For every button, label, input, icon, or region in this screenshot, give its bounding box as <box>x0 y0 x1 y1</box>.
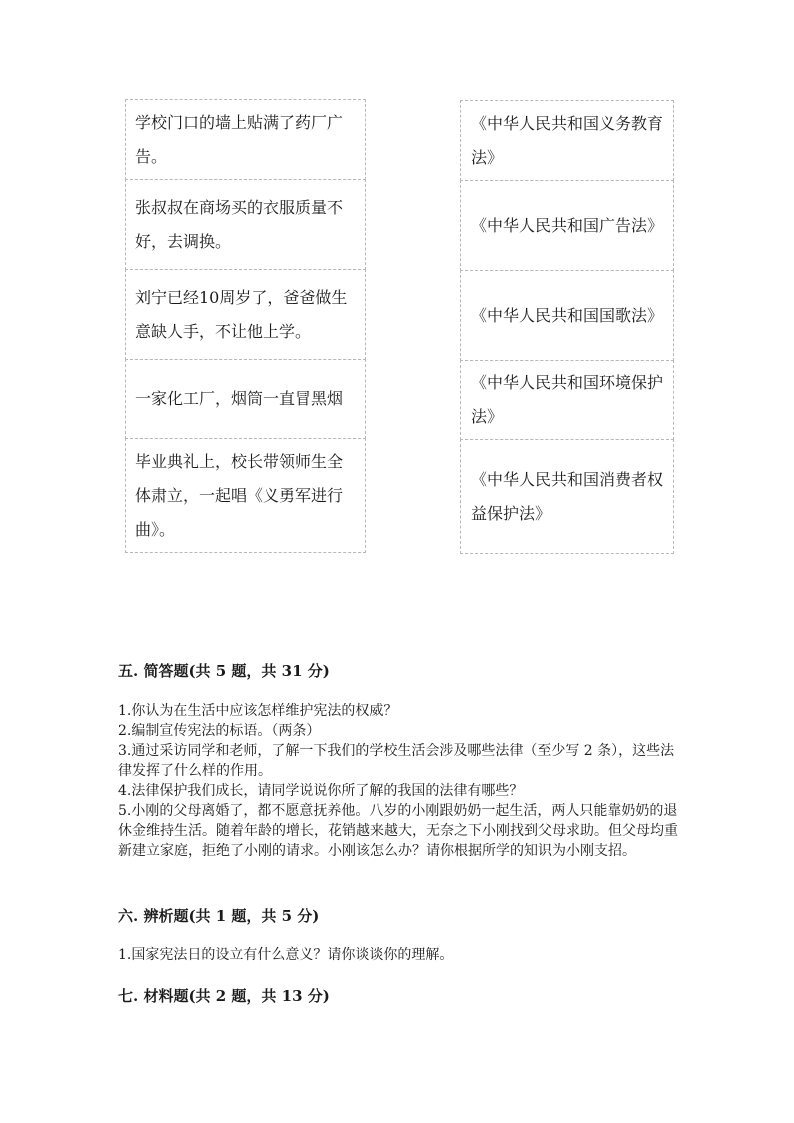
question-5-4: 4.法律保护我们成长，请同学说说你所了解的我国的法律有哪些？ <box>118 783 524 799</box>
right-item-5: 《中华人民共和国消费者权益保护法》 <box>460 439 674 554</box>
left-item-4: 一家化工厂，烟筒一直冒黑烟 <box>125 359 366 439</box>
matching-right-column <box>460 101 674 554</box>
right-item-1: 《中华人民共和国义务教育法》 <box>460 100 674 181</box>
section-5 <box>118 660 678 681</box>
left-item-3: 刘宁已经10周岁了，爸爸做生意缺人手，不让他上学。 <box>125 269 366 360</box>
question-5-3: 3.通过采访同学和老师，了解一下我们的学校生活会涉及哪些法律（至少写 2 条），这些法律发挥了什么样的作用。 <box>118 743 675 779</box>
question-5-2: 2.编制宣传宪法的标语。（两条） <box>118 723 321 739</box>
section-5-questions <box>118 701 678 861</box>
section-7 <box>118 985 678 1006</box>
section-6 <box>118 905 678 926</box>
question-6-1: 1.国家宪法日的设立有什么意义？请你谈谈你的理解。 <box>118 947 454 963</box>
section-5-heading: 五. 简答题(共 5 题，共 31 分) <box>118 662 330 680</box>
left-item-2: 张叔叔在商场买的衣服质量不好，去调换。 <box>125 179 366 270</box>
question-5-5: 5.小刚的父母离婚了，都不愿意抚养他。八岁的小刚跟奶奶一起生活，两人只能靠奶奶的退休金维持生活。随着年龄的增长，花销越来越大，无奈之下小刚找到父母求助。但父母均重新建立家庭，拒绝了小刚的请求。小刚该怎么办？请你根据所学的知识为小刚支招。 <box>118 803 678 859</box>
right-item-4: 《中华人民共和国环境保护法》 <box>460 360 674 440</box>
section-6-questions <box>118 945 678 965</box>
right-item-3: 《中华人民共和国国歌法》 <box>460 270 674 361</box>
section-6-heading: 六. 辨析题(共 1 题，共 5 分) <box>118 907 320 925</box>
question-5-1: 1.你认为在生活中应该怎样维护宪法的权威？ <box>118 703 398 719</box>
matching-left-column <box>125 100 366 553</box>
left-item-1: 学校门口的墙上贴满了药厂广告。 <box>125 99 366 180</box>
right-item-2: 《中华人民共和国广告法》 <box>460 180 674 271</box>
left-item-5: 毕业典礼上，校长带领师生全体肃立，一起唱《义勇军进行曲》。 <box>125 438 366 553</box>
section-7-heading: 七. 材料题(共 2 题，共 13 分) <box>118 987 330 1005</box>
